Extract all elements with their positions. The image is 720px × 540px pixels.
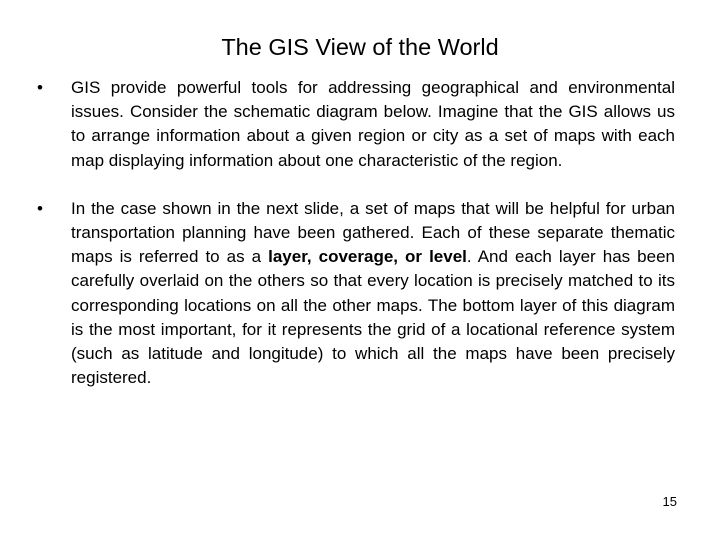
bullet-item-map-layers <box>30 197 675 391</box>
page-number: 15 <box>662 494 677 509</box>
bullet-icon: • <box>37 198 43 218</box>
slide-title: The GIS View of the World <box>221 34 499 60</box>
bullet-icon: • <box>37 78 43 97</box>
bullet-list <box>30 76 675 390</box>
bullet-text-part1: In the case shown in the next slide, a set of maps that will be helpful for urban transportation planning have been gathered. Each of these separate thematic maps is referred to as a <box>71 198 675 267</box>
bullet-item-gis-tools <box>30 76 675 173</box>
bullet-text: GIS provide powerful tools for addressing geographical and environmental issues. Consider the schematic diagram below. Imagine that the GIS allows us to arrange information about a given region or city as a set of maps with each map displaying information about one characteristic of the region. <box>71 78 675 170</box>
bullet-text-part2: . And each layer has been carefully overlaid on the others so that every location is precisely matched to its corresponding locations on all the other maps. The bottom layer of this diagram is the most important, for it represents the grid of a locational reference system (such as latitude and longitude) to which all the maps have been precisely registered. <box>71 247 675 388</box>
bold-terms: layer, coverage, or level <box>268 247 467 267</box>
